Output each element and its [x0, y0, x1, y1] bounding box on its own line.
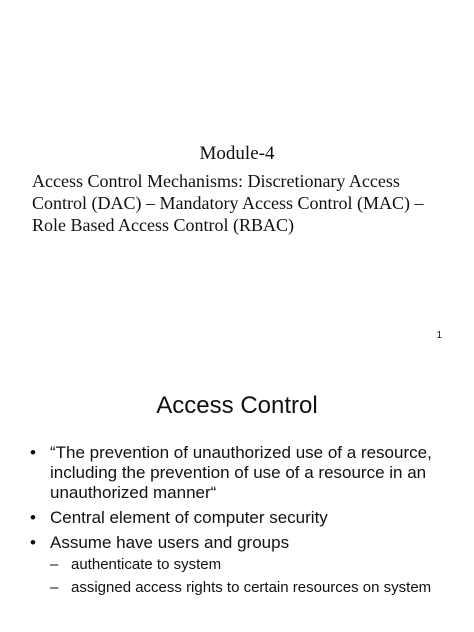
bullet-text: Assume have users and groups [50, 533, 290, 552]
slide-heading: Access Control [156, 392, 318, 419]
bullet-marker: • [30, 508, 36, 527]
page-number: 1 [436, 330, 442, 341]
sub-bullet-text: authenticate to system [71, 556, 222, 573]
bullet-text: Central element of computer security [50, 508, 328, 527]
bullet-item [30, 443, 448, 503]
bullet-text: “The prevention of unauthorized use of a resource, including the prevention of use of a resource in an unauthorized manner“ [50, 443, 432, 502]
bullet-marker: • [30, 533, 36, 552]
bullet-item [30, 508, 448, 528]
sub-bullet-marker: – [50, 556, 59, 573]
sub-bullet-item [50, 555, 448, 575]
sub-bullet-item [50, 578, 448, 598]
sub-bullet-list [50, 555, 448, 598]
bullet-marker: • [30, 443, 36, 462]
slide-2 [0, 355, 474, 632]
bullet-item [30, 533, 448, 598]
module-subtitle: Access Control Mechanisms: Discretionary Access Control (DAC) – Mandatory Access Control (MAC) – Role Based Access Control (RBAC) [32, 171, 424, 235]
sub-bullet-text: assigned access rights to certain resources on system [71, 579, 432, 596]
bullet-list [30, 443, 448, 603]
module-title: Module-4 [199, 143, 275, 164]
sub-bullet-marker: – [50, 579, 59, 596]
